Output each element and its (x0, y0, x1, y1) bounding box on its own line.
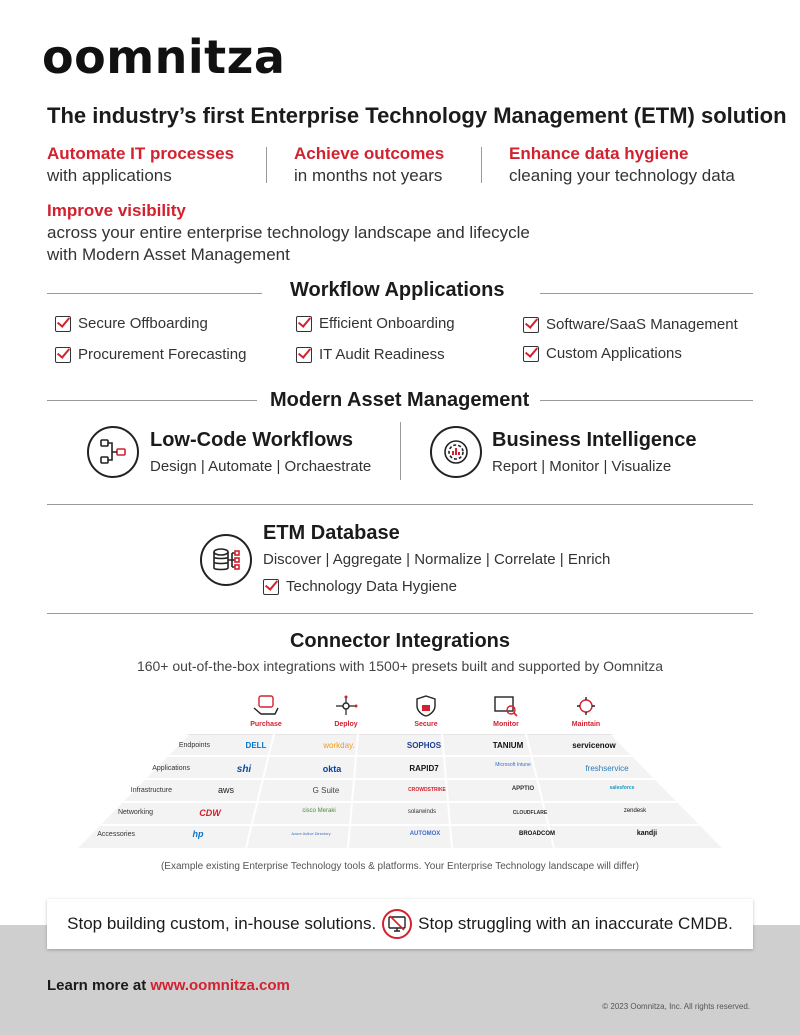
cdw-logo: CDW (199, 808, 221, 818)
section-rule (47, 293, 262, 294)
kandji-logo: kandji (636, 830, 658, 837)
banner-left-text: Stop building custom, in-house solutions. (67, 914, 377, 933)
row-label: Applications (152, 765, 190, 772)
etm-subtitle: Discover | Aggregate | Normalize | Correlate | Enrich (263, 551, 611, 568)
checkbox-checked-icon (55, 347, 71, 363)
divider (481, 147, 482, 183)
shi-logo: shi (236, 764, 252, 775)
workflow-item-label: Software/SaaS Management (546, 316, 738, 333)
bi-title: Business Intelligence (492, 429, 697, 451)
row-label: Accessories (97, 831, 135, 838)
value-prop-outcomes (294, 143, 444, 187)
value-prop-visibility (47, 200, 530, 266)
workflow-item-label: Custom Applications (546, 345, 682, 362)
etm-check-label: Technology Data Hygiene (286, 578, 457, 595)
crowdstrike-logo: CROWDSTRIKE (408, 787, 446, 793)
checkbox-checked-icon (296, 316, 312, 332)
workflow-icon (87, 426, 139, 478)
value-prop-hygiene (509, 143, 735, 187)
workflow-item (523, 316, 738, 333)
checkbox-checked-icon (523, 317, 539, 333)
checkbox-checked-icon (523, 346, 539, 362)
purchase-icon (251, 694, 281, 718)
value-prop-line: across your entire enterprise technology landscape and lifecycle (47, 223, 530, 242)
checkbox-checked-icon (263, 579, 279, 595)
section-rule (47, 504, 753, 505)
broadcom-logo: BROADCOM (519, 831, 555, 837)
category-label: Purchase (250, 721, 282, 728)
zendesk-logo: zendesk (623, 808, 647, 814)
workflow-item (296, 346, 445, 363)
row-label: Networking (117, 809, 153, 816)
category-label: Maintain (571, 721, 601, 728)
hp-logo: hp (192, 829, 204, 839)
learn-more (47, 977, 290, 994)
low-code-title: Low-Code Workflows (150, 429, 353, 451)
checkbox-checked-icon (55, 316, 71, 332)
servicenow-logo: servicenow (572, 741, 616, 750)
checkbox-checked-icon (296, 347, 312, 363)
database-icon (200, 534, 252, 586)
learn-more-label: Learn more at (47, 977, 151, 994)
sophos-logo: SOPHOS (406, 741, 442, 750)
value-prop-title: Automate IT processes (47, 144, 235, 163)
no-cmdb-icon (382, 909, 412, 939)
copyright: © 2023 Oomnitza, Inc. All rights reserved. (602, 1002, 750, 1011)
category-label: Deploy (334, 721, 358, 728)
rapid7-logo: RAPID7 (409, 764, 439, 773)
value-prop-subtitle: in months not years (294, 166, 443, 185)
low-code-subtitle: Design | Automate | Orchaestrate (150, 458, 372, 475)
meraki-logo: cisco Meraki (302, 808, 336, 814)
section-rule (47, 400, 257, 401)
workflow-item (55, 346, 246, 363)
oomnitza-logo: oomnitza (42, 30, 286, 84)
workflow-item-label: IT Audit Readiness (319, 346, 445, 363)
gsuite-logo: G Suite (312, 786, 340, 795)
workflow-item-label: Efficient Onboarding (319, 315, 455, 332)
cta-banner (47, 899, 753, 949)
dell-logo: DELL (245, 741, 267, 750)
workday-logo: workday. (323, 741, 355, 750)
connectors-note: (Example existing Enterprise Technology tools & platforms. Your Enterprise Technology landscape will differ) (160, 861, 640, 872)
workflow-item-label: Procurement Forecasting (78, 346, 247, 363)
connectors-subtitle: 160+ out-of-the-box integrations with 1500+ presets built and supported by Oomnitza (136, 658, 664, 674)
value-prop-line: with Modern Asset Management (47, 245, 290, 264)
solarwinds-logo: solarwinds (407, 809, 437, 815)
salesforce-logo: salesforce (609, 785, 635, 791)
category-label: Secure (414, 721, 438, 728)
divider (400, 422, 401, 480)
value-prop-title: Improve visibility (47, 201, 186, 220)
workflow-item (523, 345, 682, 362)
section-rule (47, 613, 753, 614)
secure-icon (411, 694, 441, 718)
monitor-icon (491, 694, 521, 718)
bi-subtitle: Report | Monitor | Visualize (492, 458, 672, 475)
etm-check-item (263, 578, 457, 595)
row-label: Endpoints (178, 742, 210, 749)
page-headline: The industry’s first Enterprise Technology Management (ETM) solution (47, 103, 787, 128)
value-prop-subtitle: with applications (47, 166, 172, 185)
connectors-title: Connector Integrations (289, 630, 510, 652)
etm-title: ETM Database (263, 522, 400, 544)
section-rule (540, 293, 753, 294)
banner-right-text: Stop struggling with an inaccurate CMDB. (418, 914, 733, 933)
automox-logo: AUTOMOX (409, 831, 441, 837)
website-link[interactable]: www.oomnitza.com (150, 977, 290, 994)
workflow-item-label: Secure Offboarding (78, 315, 208, 332)
mam-section-title: Modern Asset Management (270, 389, 530, 411)
okta-logo: okta (322, 764, 342, 774)
divider (266, 147, 267, 183)
workflow-item (55, 315, 208, 332)
intune-logo: Microsoft Intune (495, 762, 531, 768)
maintain-icon (571, 694, 601, 718)
analytics-icon (430, 426, 482, 478)
apptio-logo: APPTIO (511, 786, 535, 792)
row-label: Infrastructure (130, 787, 172, 794)
tanium-logo: TANIUM (492, 741, 524, 750)
freshservice-logo: freshservice (585, 764, 629, 773)
value-prop-title: Achieve outcomes (294, 144, 445, 163)
deploy-icon (331, 694, 361, 718)
category-label: Monitor (493, 721, 519, 728)
azure-ad-logo: Azure Active Directory (291, 831, 331, 836)
value-prop-subtitle: cleaning your technology data (509, 166, 735, 185)
aws-logo: aws (217, 785, 234, 795)
value-prop-title: Enhance data hygiene (509, 144, 689, 163)
section-rule (540, 400, 753, 401)
cloudflare-logo: CLOUDFLARE (512, 810, 548, 816)
workflow-item (296, 315, 455, 332)
workflow-section-title: Workflow Applications (290, 279, 505, 301)
value-prop-automate (47, 143, 234, 187)
